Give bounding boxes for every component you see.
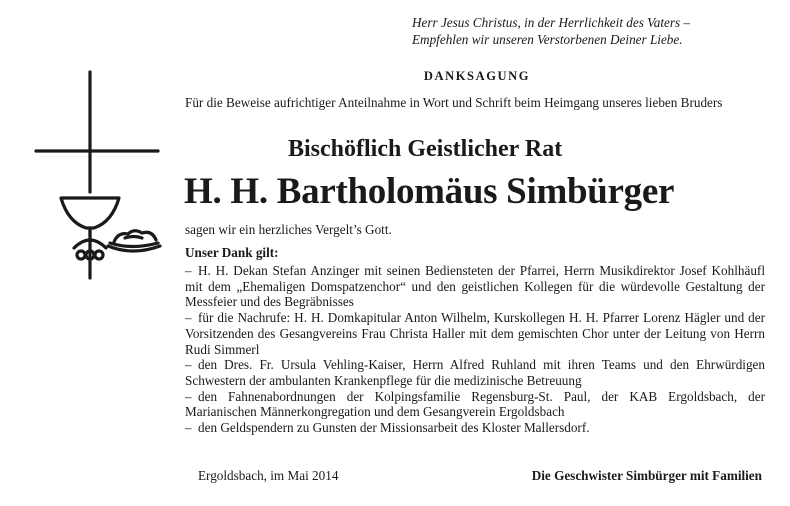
list-dash: – — [185, 388, 192, 404]
list-item — [185, 389, 765, 420]
list-item-text: den Geldspendern zu Gunsten der Missionsarbeit des Kloster Mallersdorf. — [198, 420, 590, 436]
list-dash: – — [185, 263, 192, 278]
deceased-rank: Bischöflich Geistlicher Rat — [288, 136, 563, 162]
list-item — [185, 420, 765, 436]
motto-verse — [412, 14, 772, 48]
signature: Die Geschwister Simbürger mit Familien — [531, 468, 762, 483]
intro-text: Für die Beweise aufrichtiger Anteilnahme in Wort und Schrift beim Heimgang unseres lieben Bruders — [185, 95, 723, 110]
list-item-text: H. H. Dekan Stefan Anzinger mit seinen Bediensteten der Pfarrei, Herrn Musikdirektor Josef Kohlhäufl mit dem „Ehemaligen Domspatzenchor“ und den geistlichen Kollegen für die würdevolle Gestaltung der Messfeier und des Begräbnisses — [185, 263, 765, 310]
place-date: Ergoldsbach, im Mai 2014 — [198, 468, 339, 483]
list-item — [185, 310, 765, 357]
list-dash: – — [185, 357, 192, 373]
thanks-list — [185, 263, 765, 436]
list-dash: – — [185, 310, 192, 326]
motto-line-2: Empfehlen wir unseren Verstorbenen Deiner Liebe. — [412, 32, 683, 47]
list-dash: – — [185, 420, 192, 436]
heading-danksagung: DANKSAGUNG — [423, 69, 531, 83]
thanks-line: sagen wir ein herzliches Vergelt’s Gott. — [185, 222, 392, 237]
list-item-text: für die Nachrufe: H. H. Domkapitular Anton Wilhelm, Kurskollegen H. H. Pfarrer Lorenz Hägler und der Vorsitzenden des Gesangvereins Frau Christa Haller mit dem gemischten Chor unter der Leitung von Herrn Rudi Simmerl — [185, 310, 765, 357]
list-item-text: den Dres. Fr. Ursula Vehling-Kaiser, Herrn Alfred Ruhland mit ihren Teams und den Ehrwürdigen Schwestern der ambulanten Krankenpflege für die medizinische Betreuung — [185, 357, 765, 388]
list-item-text: den Fahnenabordnungen der Kolpingsfamilie Regensburg-St. Paul, der KAB Ergoldsbach, der Marianischen Männerkongregation und dem Gesangverein Ergoldsbach — [185, 388, 765, 420]
list-item — [185, 357, 765, 388]
motto-line-1: Herr Jesus Christus, in der Herrlichkeit des Vaters – — [412, 15, 691, 30]
cross-chalice-icon — [30, 70, 165, 280]
thanks-heading: Unser Dank gilt: — [185, 245, 279, 260]
list-item — [185, 263, 765, 310]
deceased-name: H. H. Bartholomäus Simbürger — [184, 171, 675, 212]
